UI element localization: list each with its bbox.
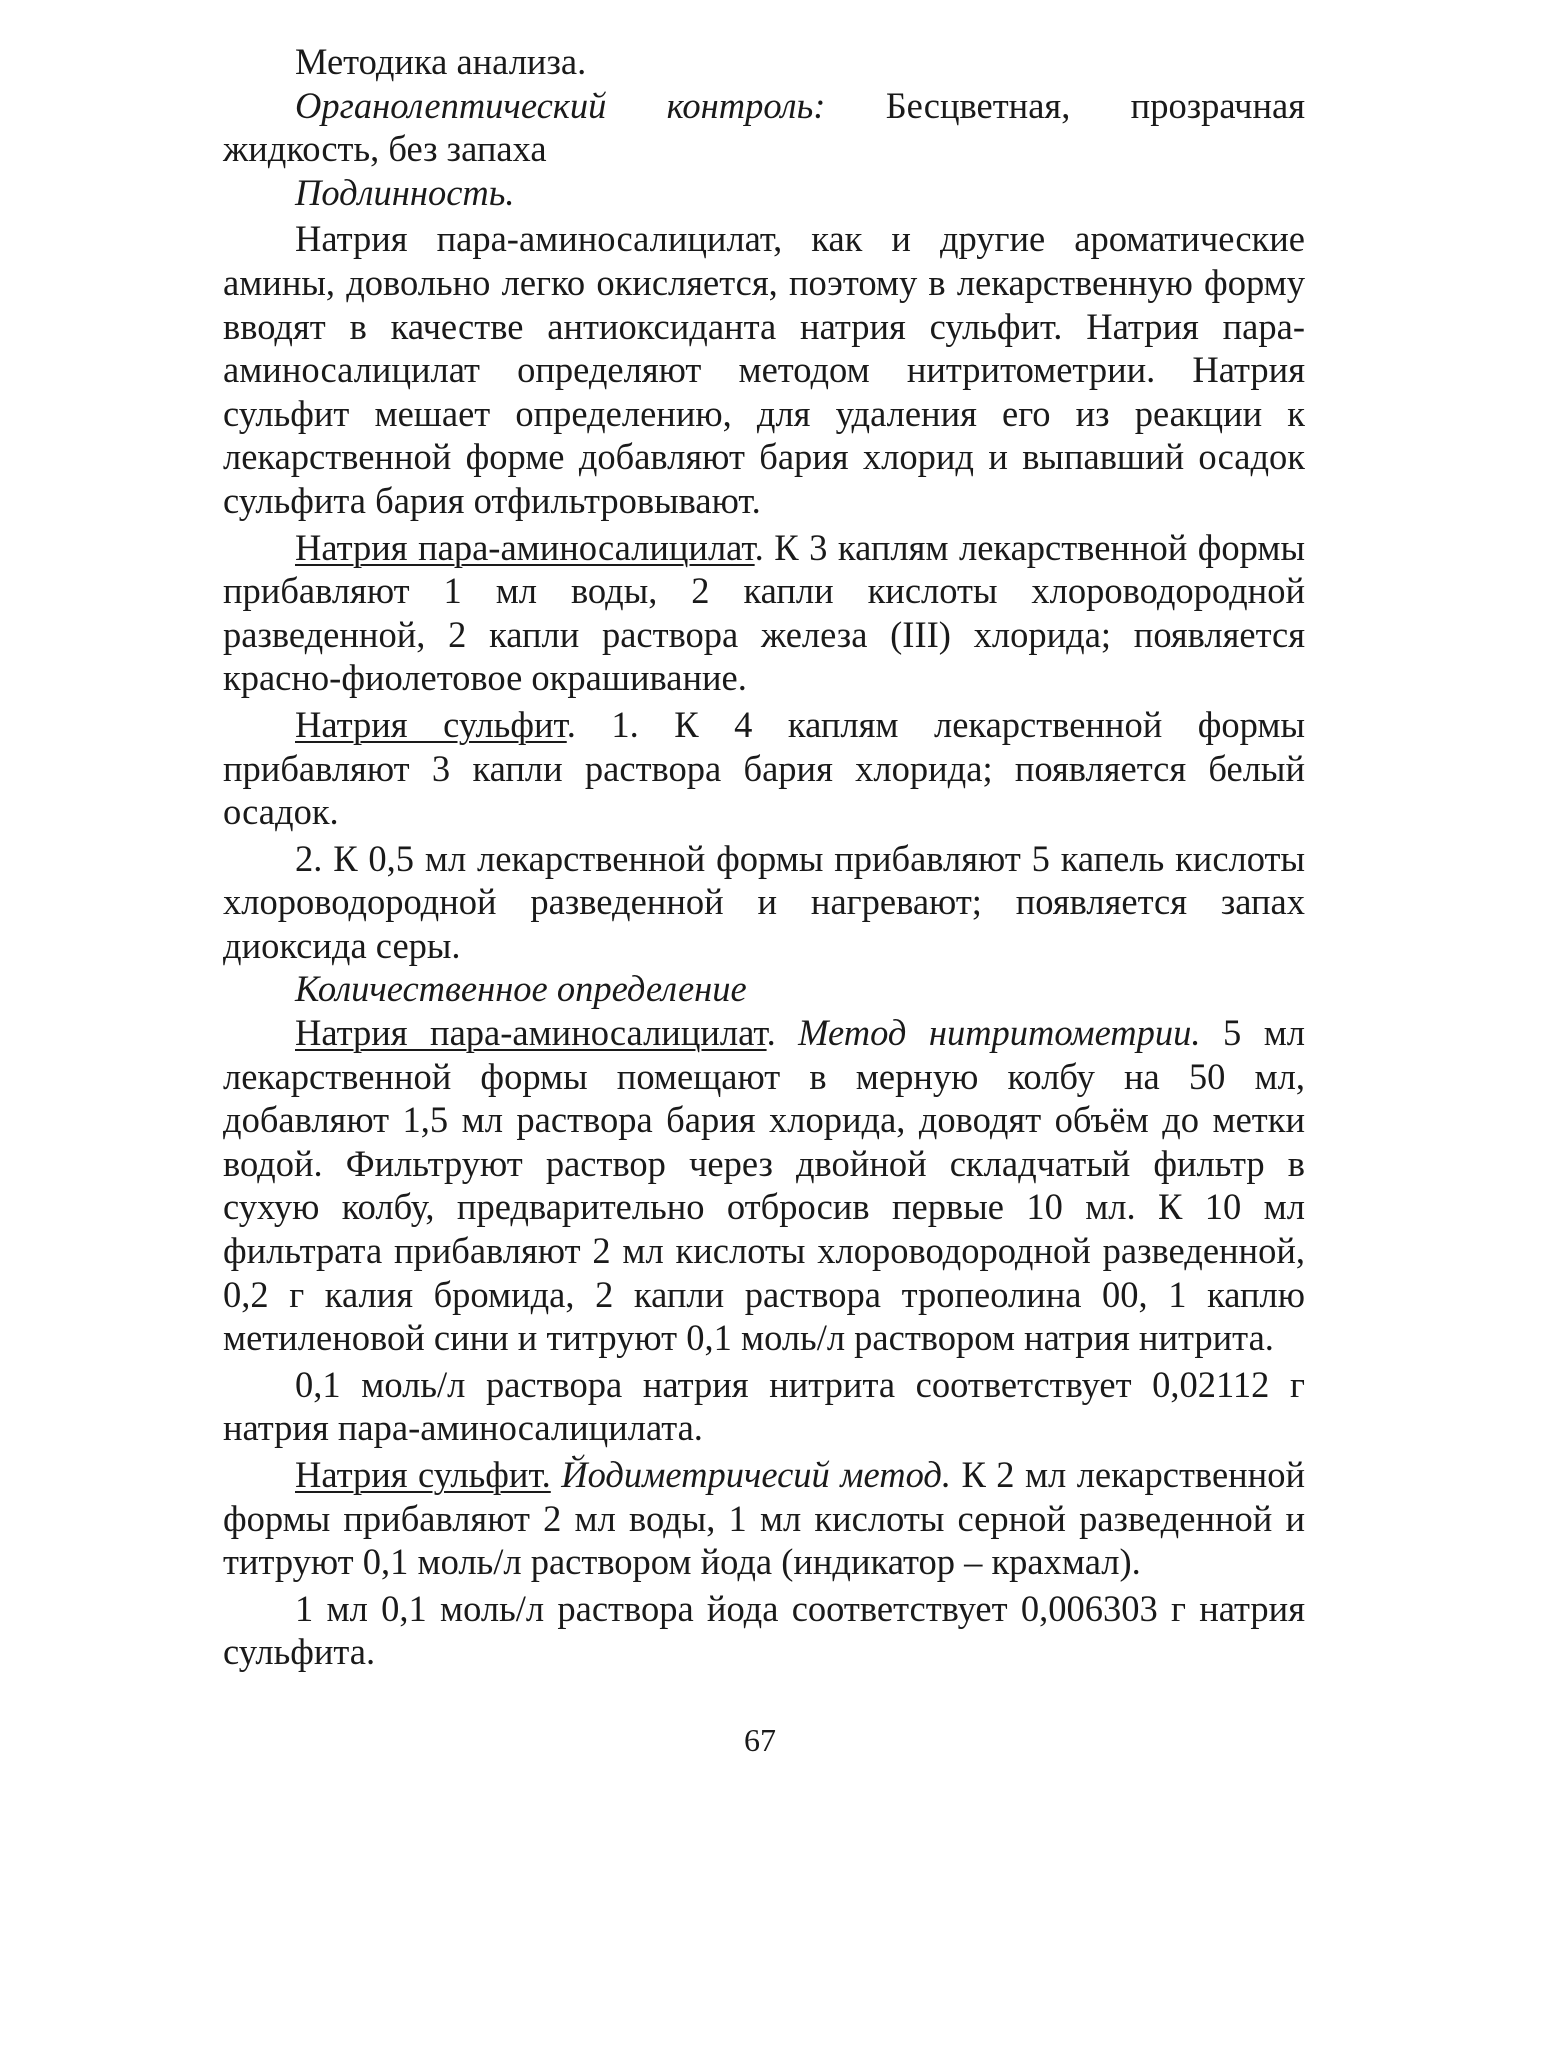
quant-pas-paragraph bbox=[223, 1011, 1305, 1360]
quant-pas-label: Натрия пара-аминосалицилат bbox=[295, 1012, 767, 1054]
id-pas-text: . К 3 каплям лекарственной формы прибавляют 1 мл воды, 2 капли кислоты хлороводородной разведенной, 2 капли раствора железа (III) хлорида; появляется красно-фиолетовое окрашивание. bbox=[223, 526, 1305, 699]
page-number: 67 bbox=[744, 1722, 776, 1758]
method-heading: Методика анализа. bbox=[295, 41, 587, 82]
id-sulfite-1-paragraph bbox=[223, 703, 1305, 834]
intro-paragraph: Натрия пара-аминосалицилат, как и другие ароматические амины, довольно легко окисляется, поэтому в лекарственную форму вводят в качестве антиоксиданта натрия сульфит. Натрия пара-аминосалицилат определяют методом нитритометрии. Натрия сульфит мешает определению, для удаления его из реакции к лекарственной форме добавляют бария хлорид и выпавший осадок сульфита бария отфильтровывают. bbox=[223, 218, 1305, 521]
quant-pas-dot: . bbox=[766, 1012, 799, 1054]
quant-sulfite-method: Йодиметричесий метод. bbox=[550, 1454, 951, 1495]
id-sulfite-2-paragraph: 2. К 0,5 мл лекарственной формы прибавляют 5 капель кислоты хлороводородной разведенной и нагревают; появляется запах диоксида серы. bbox=[223, 837, 1305, 966]
quant-heading: Количественное определение bbox=[295, 968, 747, 1010]
quant-sulfite-paragraph bbox=[223, 1453, 1305, 1584]
organoleptic-label: Органолептический контроль: bbox=[295, 84, 826, 126]
id-pas-paragraph bbox=[223, 526, 1305, 700]
quant-sulfite-text: К 2 мл лекарственной формы прибавляют 2 мл воды, 1 мл кислоты серной разведенной и титруют 0,1 моль/л раствором йода (индикатор – крахмал). bbox=[223, 1454, 1305, 1583]
organoleptic-paragraph bbox=[223, 84, 1305, 171]
quant-pas-method: Метод нитритометрии. bbox=[798, 1012, 1201, 1054]
id-sulfite-label: Натрия сульфит bbox=[295, 703, 567, 745]
authenticity-heading: Подлинность. bbox=[295, 171, 515, 213]
id-pas-label: Натрия пара-аминосалицилат bbox=[295, 526, 755, 568]
document-page bbox=[223, 40, 1305, 1674]
quant-pas-text: 5 мл лекарственной формы помещают в мерную колбу на 50 мл, добавляют 1,5 мл раствора бария хлорида, доводят объём до метки водой. Фильтруют раствор через двойной складчатый фильтр в сухую колбу, предварительно отбросив первые 10 мл. К 10 мл фильтрата прибавляют 2 мл кислоты хлороводородной разведенной, 0,2 г калия бромида, 2 капли раствора тропеолина 00, 1 каплю метиленовой сини и титруют 0,1 моль/л раствором натрия нитрита. bbox=[223, 1012, 1306, 1359]
quant-pas-equiv: 0,1 моль/л раствора натрия нитрита соответствует 0,02112 г натрия пара-аминосалицилата. bbox=[223, 1363, 1305, 1449]
organoleptic-text: Бесцветная, прозрачная жидкость, без запаха bbox=[223, 84, 1305, 170]
quant-sulfite-label: Натрия сульфит. bbox=[295, 1454, 551, 1495]
quant-sulfite-equiv: 1 мл 0,1 моль/л раствора йода соответствует 0,006303 г натрия сульфита. bbox=[223, 1587, 1305, 1673]
id-sulfite-1-text: . 1. К 4 каплям лекарственной формы прибавляют 3 капли раствора бария хлорида; появляется белый осадок. bbox=[223, 703, 1305, 833]
